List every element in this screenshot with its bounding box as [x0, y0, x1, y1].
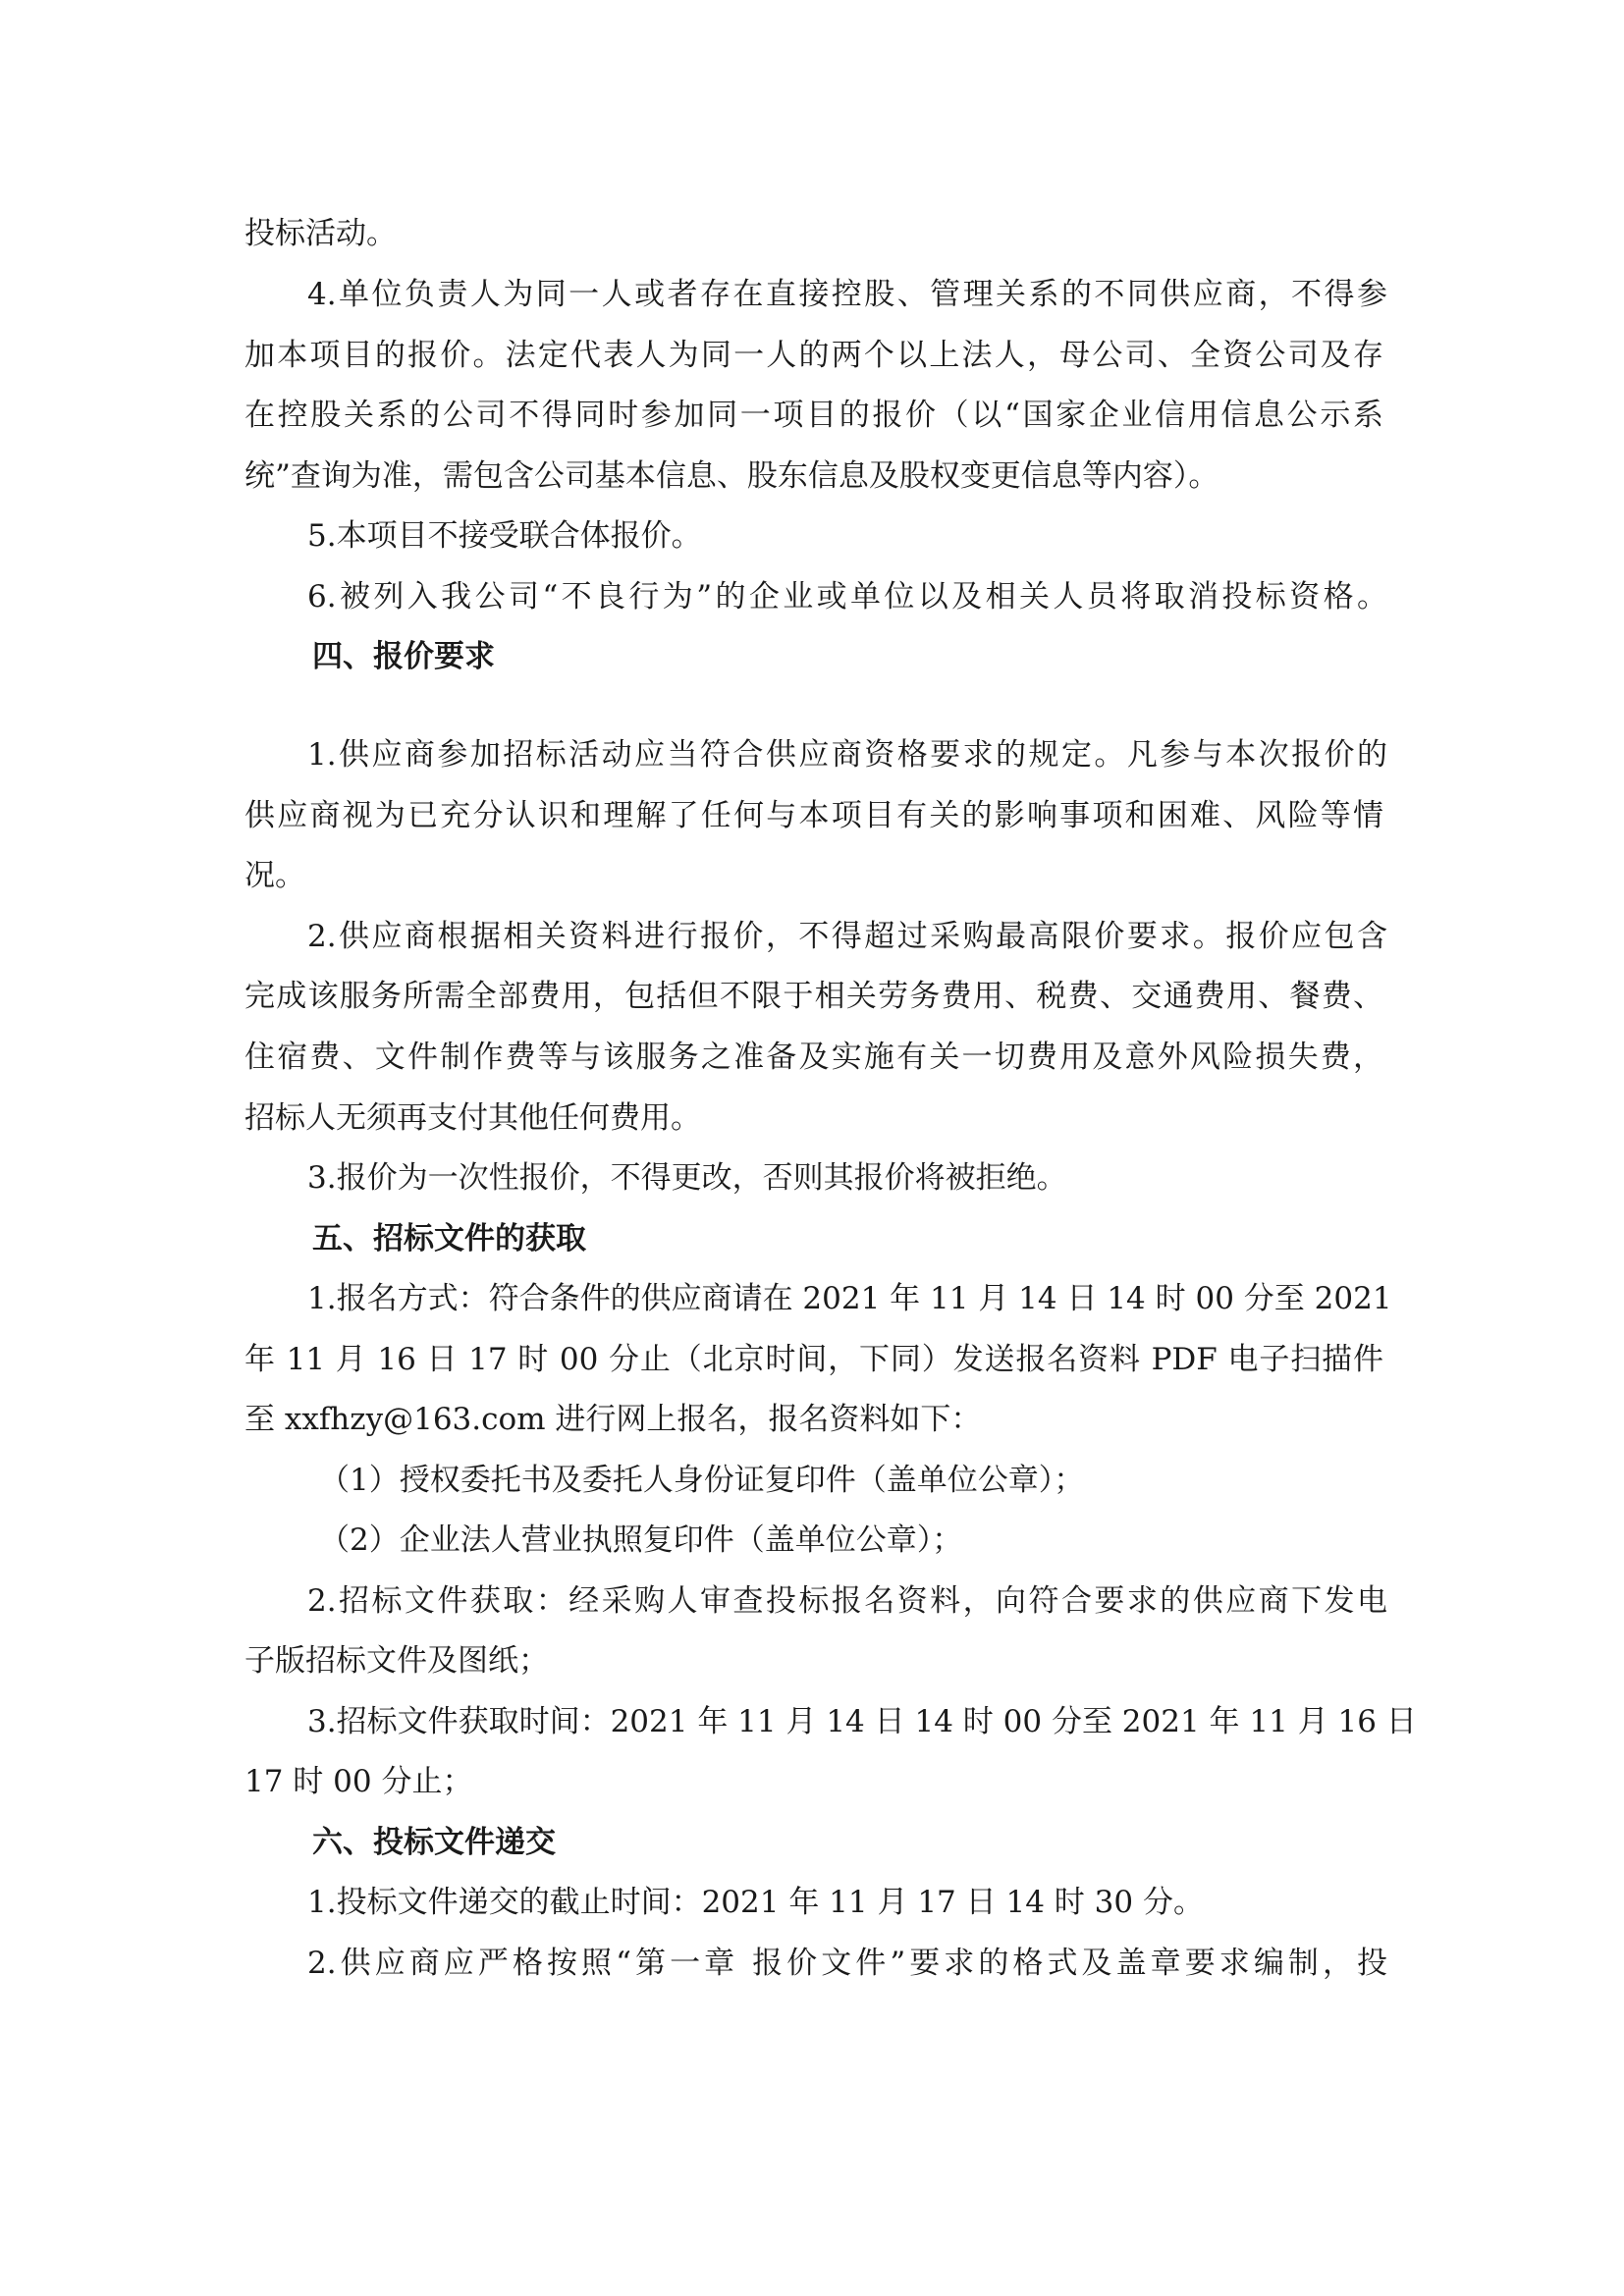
text-line: 投标活动。 [244, 216, 397, 251]
section-heading: 四、报价要求 [312, 639, 495, 674]
text-line: 供应商视为已充分认识和理解了任何与本项目有关的影响事项和困难、风险等情 [244, 798, 1383, 833]
section-heading: 六、投标文件递交 [312, 1825, 556, 1860]
section-heading: 五、招标文件的获取 [312, 1221, 586, 1256]
text-line: 况。 [244, 858, 305, 893]
text-line: 1.供应商参加招标活动应当符合供应商资格要求的规定。凡参与本次报价的 [307, 737, 1387, 773]
text-line: 年 11 月 16 日 17 时 00 分止（北京时间，下同）发送报名资料 PDF 电子扫描件 [244, 1342, 1383, 1377]
text-line: 2.招标文件获取：经采购人审查投标报名资料，向符合要求的供应商下发电 [307, 1583, 1387, 1619]
text-line: 5.本项目不接受联合体报价。 [307, 518, 702, 554]
text-line: 1.报名方式：符合条件的供应商请在 2021 年 11 月 14 日 14 时 00 分至 2021 [307, 1281, 1392, 1316]
text-line: 17 时 00 分止； [244, 1764, 473, 1799]
text-line: 至 xxfhzy@163.com 进行网上报名，报名资料如下： [244, 1402, 982, 1437]
text-line: 3.招标文件获取时间：2021 年 11 月 14 日 14 时 00 分至 2021 年 11 月 16 日 [307, 1704, 1417, 1739]
text-line: 统”查询为准，需包含公司基本信息、股东信息及股权变更信息等内容）。 [244, 458, 1219, 494]
text-line: 在控股关系的公司不得同时参加同一项目的报价（以“国家企业信用信息公示系 [244, 398, 1383, 433]
list-item: （2）企业法人营业执照复印件（盖单位公章）； [319, 1522, 963, 1558]
list-item: （1）授权委托书及委托人身份证复印件（盖单位公章）； [319, 1463, 1085, 1498]
text-line: 住宿费、文件制作费等与该服务之准备及实施有关一切费用及意外风险损失费， [244, 1040, 1383, 1075]
text-line: 招标人无须再支付其他任何费用。 [244, 1100, 701, 1136]
text-line: 完成该服务所需全部费用，包括但不限于相关劳务费用、税费、交通费用、餐费、 [244, 979, 1383, 1014]
text-line: 6.被列入我公司“不良行为”的企业或单位以及相关人员将取消投标资格。 [307, 579, 1387, 614]
text-line: 2.供应商根据相关资料进行报价，不得超过采购最高限价要求。报价应包含 [307, 919, 1387, 954]
text-line: 4.单位负责人为同一人或者存在直接控股、管理关系的不同供应商，不得参 [307, 277, 1387, 312]
text-line: 1.投标文件递交的截止时间：2021 年 11 月 17 日 14 时 30 分。 [307, 1885, 1204, 1920]
text-line: 3.报价为一次性报价，不得更改，否则其报价将被拒绝。 [307, 1160, 1067, 1196]
text-line: 加本项目的报价。法定代表人为同一人的两个以上法人，母公司、全资公司及存 [244, 338, 1383, 373]
text-line: 子版招标文件及图纸； [244, 1643, 549, 1679]
text-line: 2.供应商应严格按照“第一章 报价文件”要求的格式及盖章要求编制，投 [307, 1946, 1387, 1981]
